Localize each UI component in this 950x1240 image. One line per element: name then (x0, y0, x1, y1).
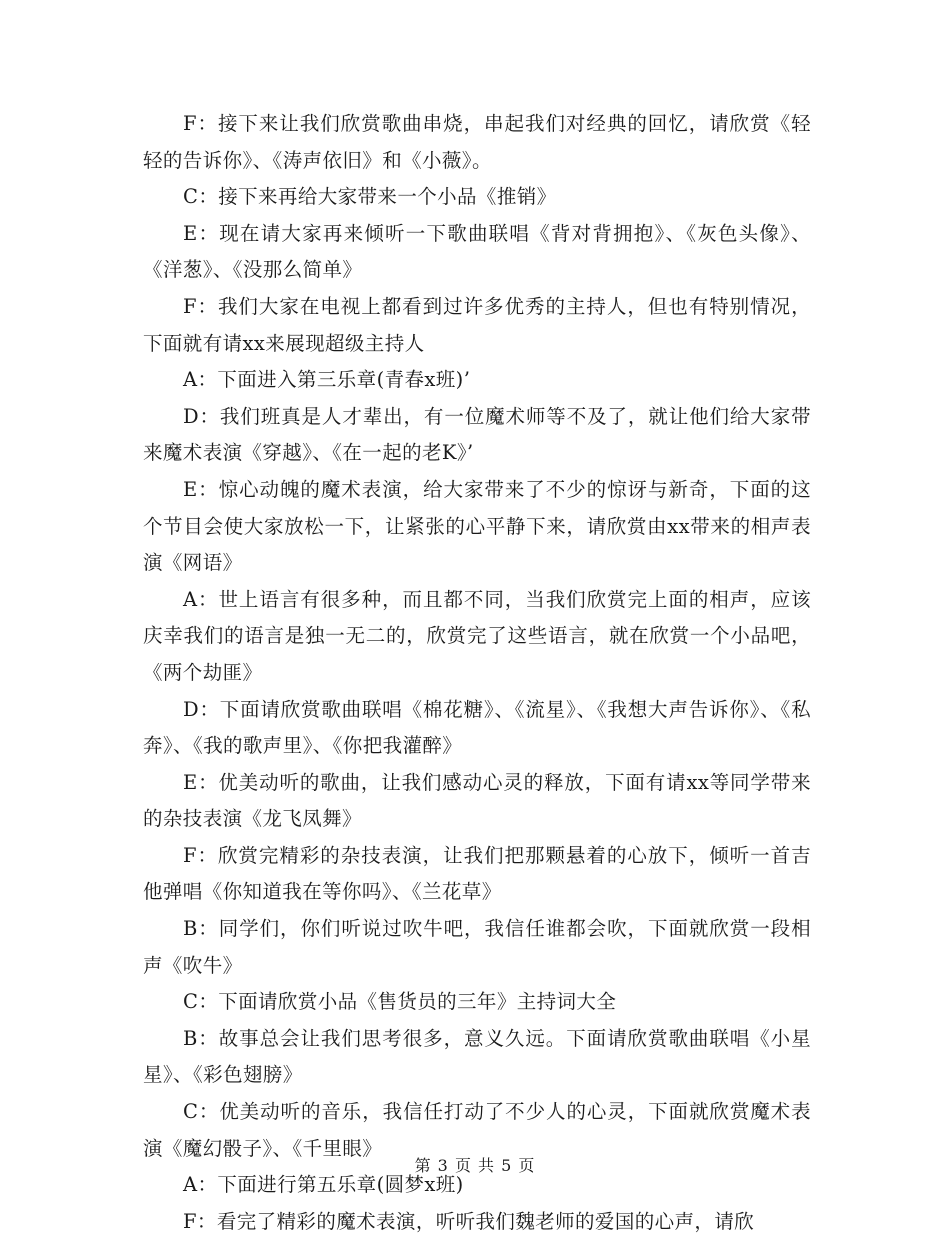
paragraph: E：现在请大家再来倾听一下歌曲联唱《背对背拥抱》、《灰色头像》、《洋葱》、《没那么简单》 (143, 221, 811, 282)
page-number-footer: 第 3 页 共 5 页 (414, 1156, 536, 1175)
paragraph: B：故事总会让我们思考很多，意义久远。下面请欣赏歌曲联唱《小星星》、《彩色翅膀》 (143, 1026, 811, 1087)
document-body (143, 106, 811, 1240)
paragraph: A：下面进入第三乐章(青春x班)’ (183, 368, 471, 392)
paragraph: E：惊心动魄的魔术表演，给大家带来了不少的惊讶与新奇，下面的这个节目会使大家放松一下，让紧张的心平静下来，请欣赏由xx带来的相声表演《网语》 (143, 477, 811, 575)
paragraph: F：接下来让我们欣赏歌曲串烧，串起我们对经典的回忆，请欣赏《轻轻的告诉你》、《涛声依旧》和《小薇》。 (143, 112, 811, 172)
paragraph: C：下面请欣赏小品《售货员的三年》主持词大全 (183, 990, 617, 1014)
paragraph: C：接下来再给大家带来一个小品《推销》 (183, 185, 557, 209)
paragraph: C：优美动听的音乐，我信任打动了不少人的心灵，下面就欣赏魔术表演《魔幻骰子》、《千里眼》 (143, 1100, 811, 1160)
paragraph: F：我们大家在电视上都看到过许多优秀的主持人，但也有特别情况，下面就有请xx来展现超级主持人 (143, 294, 811, 355)
paragraph: F：欣赏完精彩的杂技表演，让我们把那颗悬着的心放下，倾听一首吉他弹唱《你知道我在等你吗》、《兰花草》 (143, 843, 811, 904)
paragraph: E：优美动听的歌曲，让我们感动心灵的释放，下面有请xx等同学带来的杂技表演《龙飞凤舞》 (143, 770, 811, 831)
paragraph: A：下面进行第五乐章(圆梦x班) (183, 1173, 464, 1197)
paragraph: D：我们班真是人才辈出，有一位魔术师等不及了，就让他们给大家带来魔术表演《穿越》、《在一起的老K》’ (143, 404, 811, 465)
paragraph: A：世上语言有很多种，而且都不同，当我们欣赏完上面的相声，应该庆幸我们的语言是独一无二的，欣赏完了这些语言，就在欣赏一个小品吧，《两个劫匪》 (143, 587, 811, 684)
paragraph: F：看完了精彩的魔术表演，听听我们魏老师的爱国的心声，请欣 (183, 1209, 755, 1233)
paragraph: D：下面请欣赏歌曲联唱《棉花糖》、《流星》、《我想大声告诉你》、《私奔》、《我的歌声里》、《你把我灌醉》 (143, 697, 811, 758)
paragraph: B：同学们，你们听说过吹牛吧，我信任谁都会吹，下面就欣赏一段相声《吹牛》 (143, 917, 811, 977)
